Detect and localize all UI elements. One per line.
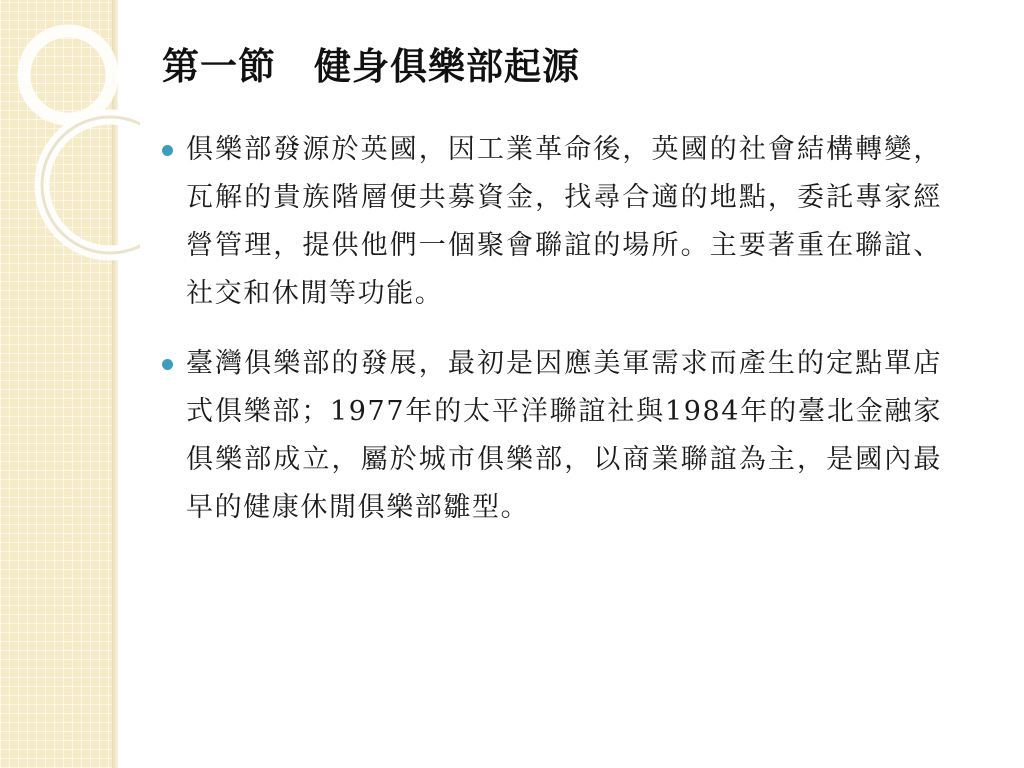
slide-title: 第一節 健身俱樂部起源 bbox=[162, 44, 580, 88]
bullet-text: 臺灣俱樂部的發展，最初是因應美軍需求而產生的定點單店式俱樂部；1977年的太平洋聯誼社與1984年的臺北金融家俱樂部成立，屬於城市俱樂部，以商業聯誼為主，是國內最早的健康休閒俱樂部雛型。 bbox=[186, 348, 942, 523]
bullet-dot-icon bbox=[162, 145, 173, 156]
bullet-dot-icon bbox=[162, 359, 173, 370]
bullet-item bbox=[162, 340, 942, 532]
bullet-item bbox=[162, 126, 942, 318]
decorative-rings bbox=[0, 0, 140, 300]
bullet-list bbox=[162, 126, 942, 554]
bullet-text: 俱樂部發源於英國，因工業革命後，英國的社會結構轉變，瓦解的貴族階層便共募資金，找尋合適的地點，委託專家經營管理，提供他們一個聚會聯誼的場所。主要著重在聯誼、社交和休閒等功能。 bbox=[186, 134, 942, 309]
